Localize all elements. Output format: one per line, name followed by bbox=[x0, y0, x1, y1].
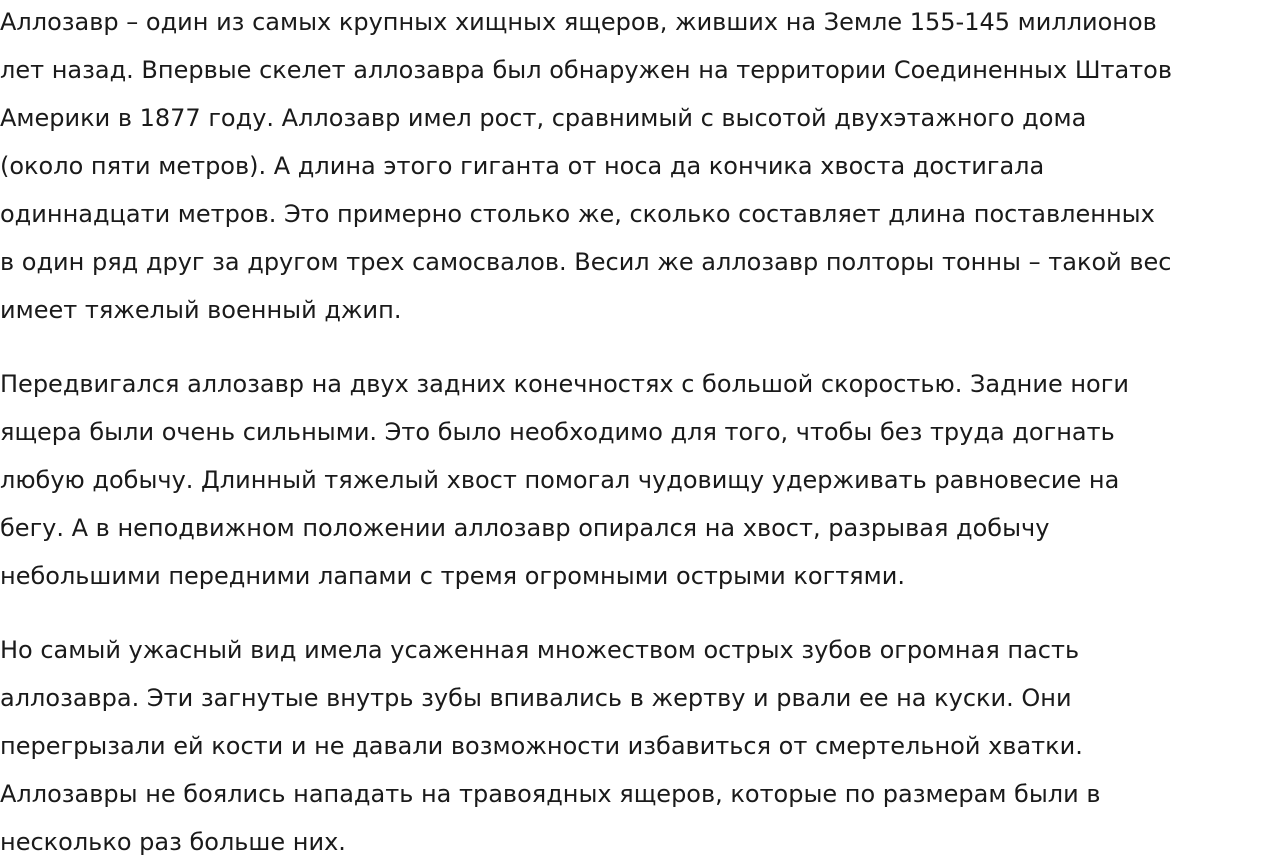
text-line: (около пяти метров). А длина этого гиганта от носа да кончика хвоста достигала bbox=[0, 152, 1045, 180]
text-line: Америки в 1877 году. Аллозавр имел рост, сравнимый с высотой двухэтажного дома bbox=[0, 104, 1087, 132]
text-line: любую добычу. Длинный тяжелый хвост помогал чудовищу удерживать равновесие на bbox=[0, 466, 1120, 494]
text-line: в один ряд друг за другом трех самосвалов. Весил же аллозавр полторы тонны – такой вес bbox=[0, 248, 1172, 276]
text-line: лет назад. Впервые скелет аллозавра был обнаружен на территории Соединенных Штатов bbox=[0, 56, 1172, 84]
paragraph-3 bbox=[0, 626, 1270, 866]
text-line: Аллозавры не боялись нападать на травоядных ящеров, которые по размерам были в bbox=[0, 780, 1101, 808]
text-line: небольшими передними лапами с тремя огромными острыми когтями. bbox=[0, 562, 905, 590]
text-line: имеет тяжелый военный джип. bbox=[0, 296, 402, 324]
text-line: Но самый ужасный вид имела усаженная множеством острых зубов огромная пасть bbox=[0, 636, 1080, 664]
paragraph-2 bbox=[0, 360, 1270, 600]
text-line: Передвигался аллозавр на двух задних конечностях с большой скоростью. Задние ноги bbox=[0, 370, 1129, 398]
text-line: одиннадцати метров. Это примерно столько же, сколько составляет длина поставленных bbox=[0, 200, 1155, 228]
text-line: перегрызали ей кости и не давали возможности избавиться от смертельной хватки. bbox=[0, 732, 1083, 760]
text-line: ящера были очень сильными. Это было необходимо для того, чтобы без труда догнать bbox=[0, 418, 1115, 446]
text-line: бегу. А в неподвижном положении аллозавр опирался на хвост, разрывая добычу bbox=[0, 514, 1050, 542]
paragraph-1 bbox=[0, 0, 1270, 334]
text-line: Аллозавр – один из самых крупных хищных ящеров, живших на Земле 155-145 миллионов bbox=[0, 8, 1157, 36]
text-line: несколько раз больше них. bbox=[0, 828, 346, 856]
text-line: аллозавра. Эти загнутые внутрь зубы впивались в жертву и рвали ее на куски. Они bbox=[0, 684, 1072, 712]
